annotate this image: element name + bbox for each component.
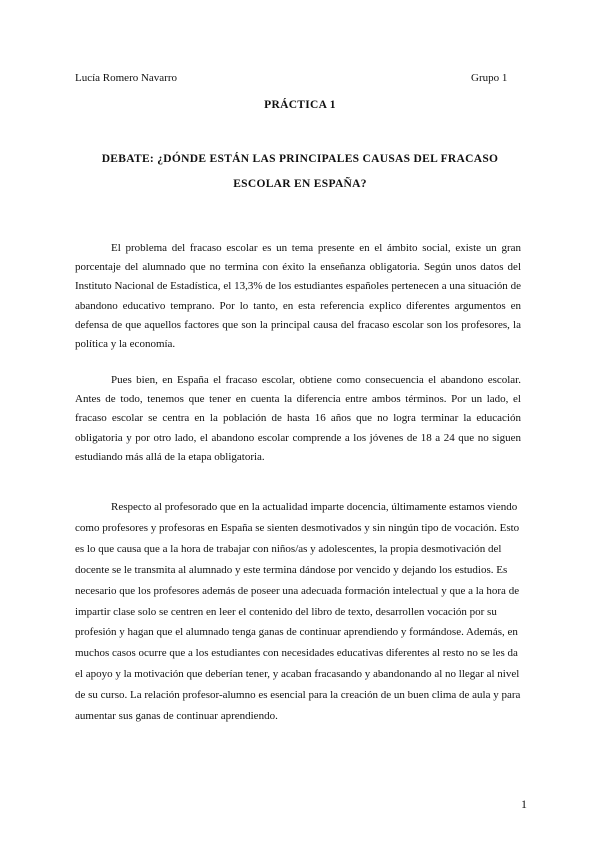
paragraph-teachers: Respecto al profesorado que en la actualidad imparte docencia, últimamente estamos viendo como profesores y profesoras en España se sienten desmotivados y sin ningún tipo de vocación. Esto es lo que causa que a la hora de trabajar con niños/as y adolescentes, la propia desmotivación del docente se le transmita al alumnado y este termina dándose por vencido y dejando los estudios. Es necesario que los profesores además de poseer una adecuada formación intelectual y que a la hora de impartir clase solo se centren en leer el contenido del libro de texto, desarrollen vocación por su profesión y hagan que el alumnado tenga ganas de continuar aprendiendo y formándose. Además, en muchos casos ocurre que a los estudiantes con necesidades educativas diferentes al resto no se les da el apoyo y la motivación que deberían tener, y acaban fracasando y abandonando al no llegar al nivel de su curso. La relación profesor-alumno es esencial para la creación de un buen clima de aula y para aumentar sus ganas de continuar aprendiendo. <box>75 501 521 723</box>
paragraph-intro: El problema del fracaso escolar es un tema presente en el ámbito social, existe un gran porcentaje del alumnado que no termina con éxito la enseñanza obligatoria. Según unos datos del Instituto Nacional de Estadística, el 13,3% de los estudiantes españoles pertenecen a una situación de abandono educativo temprano. Por lo tanto, en esta referencia explico diferentes argumentos en defensa de que aquellos factores que son la principal causa del fracaso escolar son los profesores, la política y la economía. <box>75 242 521 351</box>
subtitle-line-1: DEBATE: ¿DÓNDE ESTÁN LAS PRINCIPALES CAUSAS DEL FRACASO <box>101 153 499 165</box>
page-number: 1 <box>521 797 527 811</box>
subtitle-line-2: ESCOLAR EN ESPAÑA? <box>233 178 367 190</box>
page-title: PRÁCTICA 1 <box>264 99 336 111</box>
header-author: Lucía Romero Navarro <box>75 72 178 84</box>
header-group: Grupo 1 <box>471 72 508 84</box>
paragraph-definitions: Pues bien, en España el fracaso escolar, obtiene como consecuencia el abandono escolar. Antes de todo, tenemos que tener en cuenta la diferencia entre ambos términos. Por un lado, el fracaso escolar se centra en la población de hasta 16 años que no logra terminar la educación obligatoria y por otro lado, el abandono escolar comprende a los jóvenes de 18 a 24 que no siguen estudiando más allá de la etapa obligatoria. <box>75 374 521 463</box>
